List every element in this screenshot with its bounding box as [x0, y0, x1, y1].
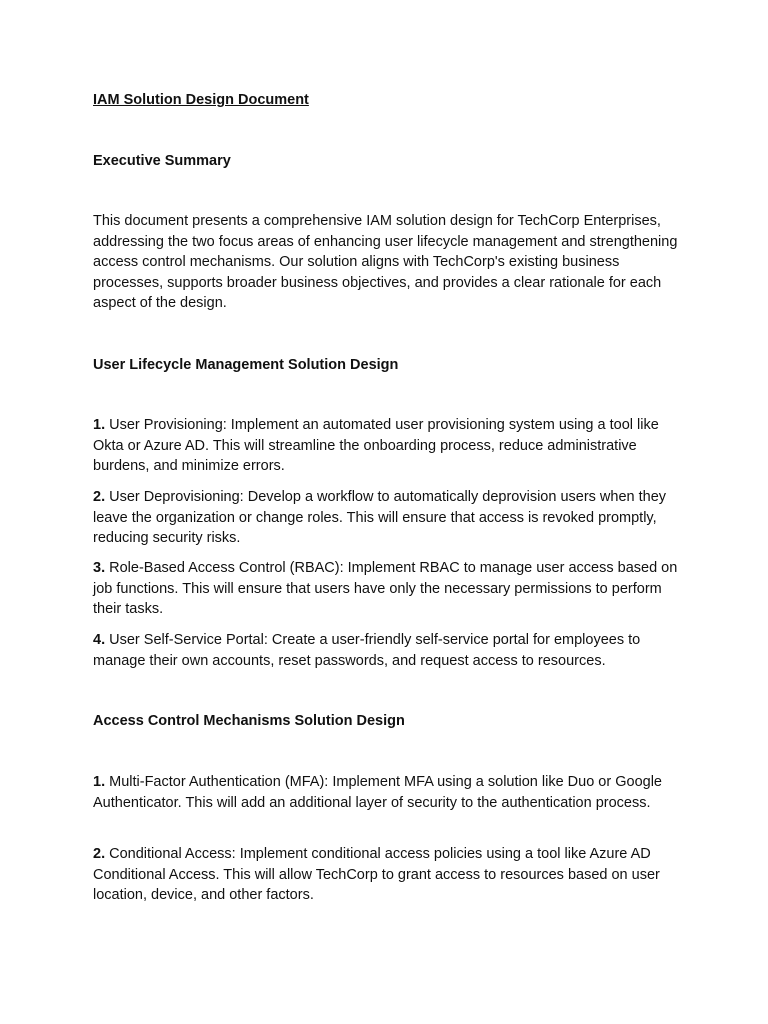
list-item: [93, 844, 683, 906]
list-item: [93, 630, 683, 671]
list-item-number: 1.: [93, 417, 106, 433]
list-item-number: 2.: [93, 489, 106, 505]
access-control-heading: Access Control Mechanisms Solution Design: [93, 713, 405, 729]
list-item-text: User Deprovisioning: Develop a workflow to automatically deprovision users when they leave the organization or change roles. This will ensure that access is revoked promptly, reducing security risks.: [93, 489, 667, 547]
list-item: [93, 772, 683, 813]
list-item: [93, 487, 683, 549]
list-item-number: 3.: [93, 560, 106, 576]
list-item-number: 4.: [93, 632, 106, 648]
list-item-text: Multi-Factor Authentication (MFA): Implement MFA using a solution like Duo or Google Authenticator. This will add an additional layer of security to the authentication process.: [93, 774, 662, 811]
executive-summary-heading: Executive Summary: [93, 153, 231, 169]
executive-summary-body: This document presents a comprehensive IAM solution design for TechCorp Enterprises, addressing the two focus areas of enhancing user lifecycle management and strengthening access control mechanisms. Our solution aligns with TechCorp's existing business processes, supports broader business objectives, and provides a clear rationale for each aspect of the design.: [93, 213, 678, 312]
list-item-number: 2.: [93, 846, 106, 862]
list-item-text: User Provisioning: Implement an automated user provisioning system using a tool like Okta or Azure AD. This will streamline the onboarding process, reduce administrative burdens, and minimize errors.: [93, 417, 659, 475]
list-item: [93, 558, 683, 620]
list-item-text: Conditional Access: Implement conditional access policies using a tool like Azure AD Conditional Access. This will allow TechCorp to grant access to resources based on user location, device, and other factors.: [93, 846, 660, 904]
user-lifecycle-heading: User Lifecycle Management Solution Design: [93, 357, 399, 373]
list-item-text: User Self-Service Portal: Create a user-friendly self-service portal for employees to manage their own accounts, reset passwords, and request access to resources.: [93, 632, 641, 669]
list-item-number: 1.: [93, 774, 106, 790]
list-item: [93, 415, 683, 477]
document-title: IAM Solution Design Document: [93, 92, 309, 108]
list-item-text: Role-Based Access Control (RBAC): Implement RBAC to manage user access based on job functions. This will ensure that users have only the necessary permissions to perform their tasks.: [93, 560, 678, 618]
